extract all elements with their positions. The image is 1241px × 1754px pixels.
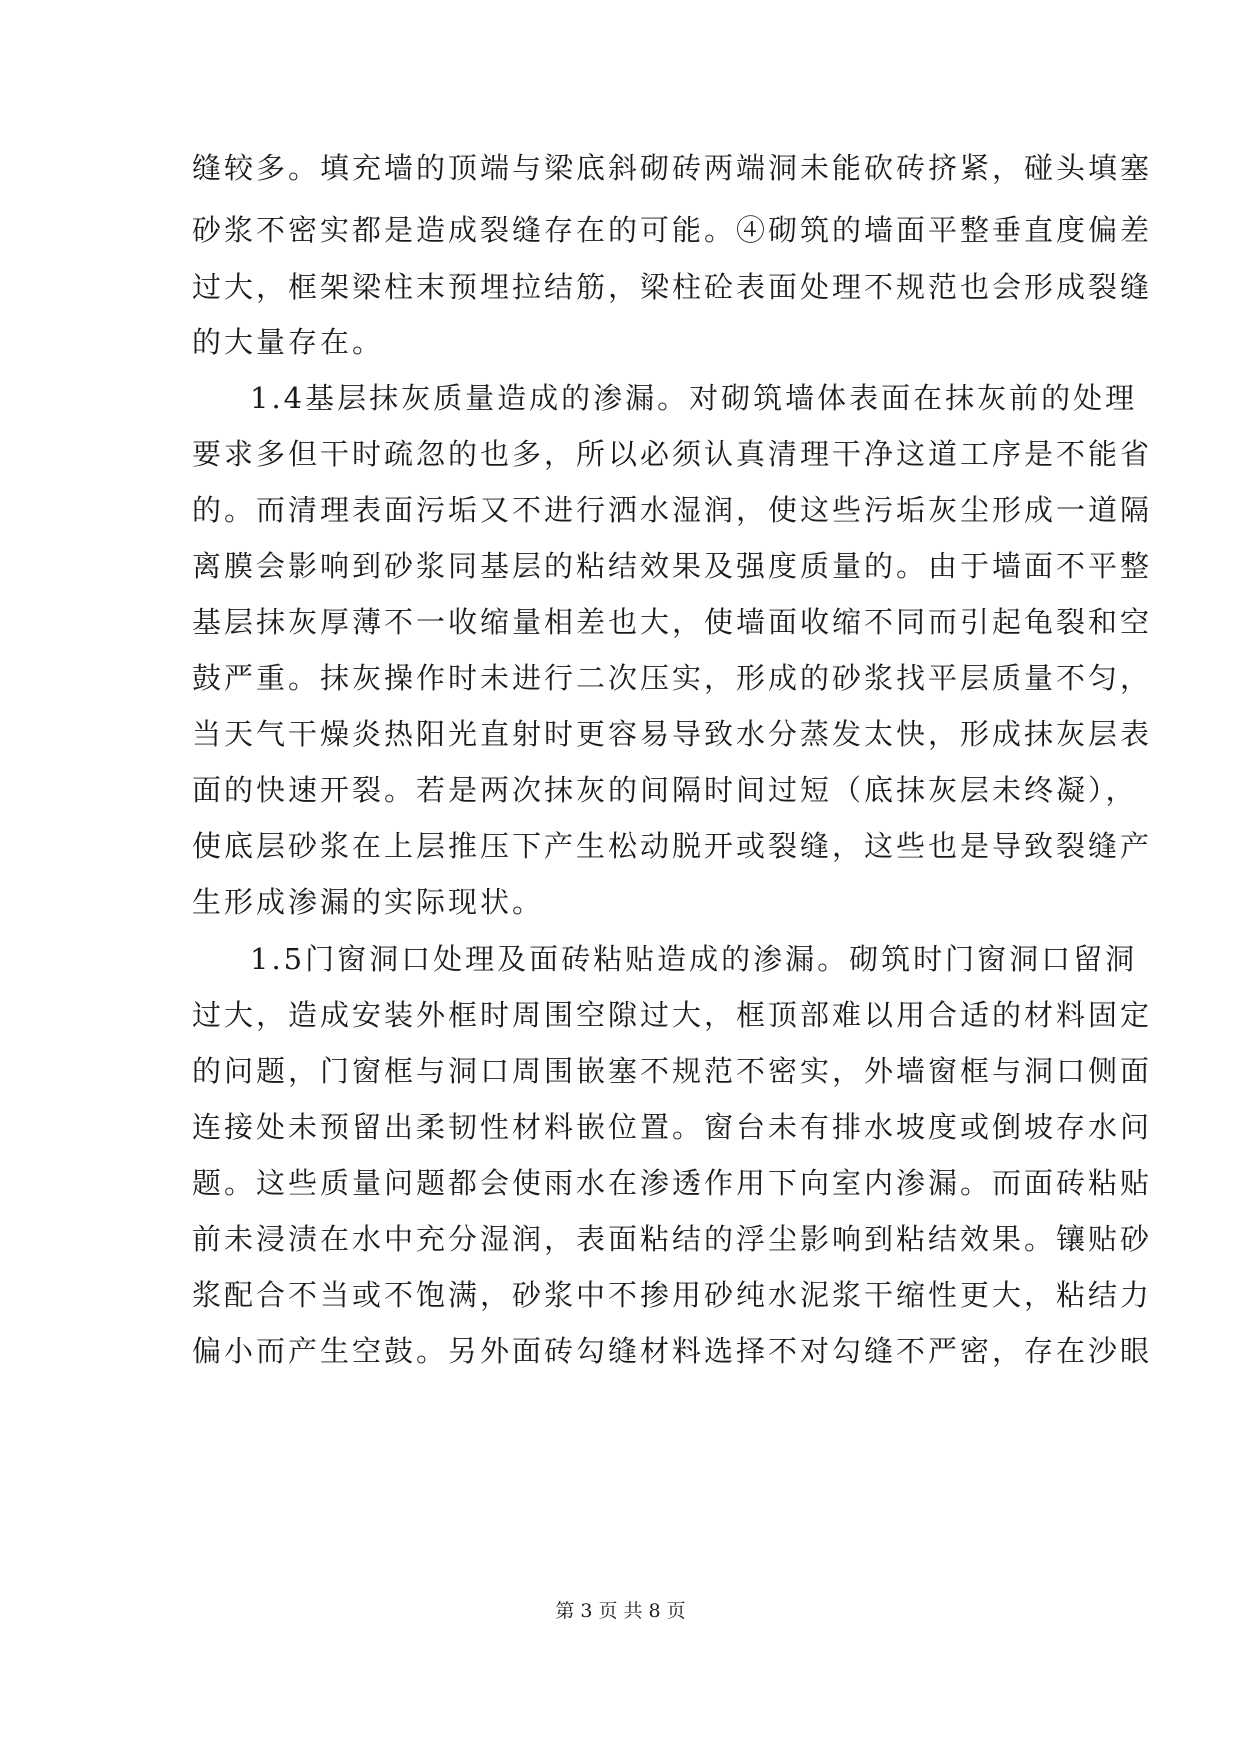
footer-prefix: 第 — [555, 1600, 575, 1622]
text-line: 1.5门窗洞口处理及面砖粘贴造成的渗漏。砌筑时门窗洞口留洞 — [250, 942, 1138, 976]
current-page-number: 3 — [580, 1600, 593, 1622]
text-line: 连接处未预留出柔韧性材料嵌位置。窗台未有排水坡度或倒坡存水问 — [192, 1110, 1153, 1144]
text-line: 面的快速开裂。若是两次抹灰的间隔时间过短（底抹灰层未终凝）， — [192, 773, 1138, 807]
text-line: 的。而清理表面污垢又不进行洒水湿润，使这些污垢灰尘形成一道隔 — [192, 493, 1153, 527]
text-line: 鼓严重。抹灰操作时未进行二次压实，形成的砂浆找平层质量不匀， — [192, 661, 1153, 695]
text-line: 生形成渗漏的实际现状。 — [192, 885, 545, 919]
footer-mid: 页 共 — [598, 1600, 643, 1622]
text-line: 前未浸渍在水中充分湿润，表面粘结的浮尘影响到粘结效果。镶贴砂 — [192, 1222, 1153, 1256]
page-footer — [0, 1598, 1241, 1624]
text-line: 1.4基层抹灰质量造成的渗漏。对砌筑墙体表面在抹灰前的处理 — [250, 381, 1138, 415]
text-line: 砂浆不密实都是造成裂缝存在的可能。④砌筑的墙面平整垂直度偏差 — [192, 213, 1153, 247]
text-line: 题。这些质量问题都会使雨水在渗透作用下向室内渗漏。而面砖粘贴 — [192, 1166, 1153, 1200]
total-page-number: 8 — [648, 1600, 661, 1622]
text-line: 当天气干燥炎热阳光直射时更容易导致水分蒸发太快，形成抹灰层表 — [192, 717, 1153, 751]
text-line: 基层抹灰厚薄不一收缩量相差也大，使墙面收缩不同而引起龟裂和空 — [192, 605, 1153, 639]
text-line: 的大量存在。 — [192, 325, 385, 359]
text-line: 过大，框架梁柱末预埋拉结筋，梁柱砼表面处理不规范也会形成裂缝 — [192, 270, 1153, 304]
text-line: 的问题，门窗框与洞口周围嵌塞不规范不密实，外墙窗框与洞口侧面 — [192, 1054, 1153, 1088]
text-line: 偏小而产生空鼓。另外面砖勾缝材料选择不对勾缝不严密，存在沙眼 — [192, 1334, 1153, 1368]
text-line: 缝较多。填充墙的顶端与梁底斜砌砖两端洞未能砍砖挤紧，碰头填塞 — [192, 151, 1153, 185]
text-line: 使底层砂浆在上层推压下产生松动脱开或裂缝，这些也是导致裂缝产 — [192, 829, 1153, 863]
text-line: 浆配合不当或不饱满，砂浆中不掺用砂纯水泥浆干缩性更大，粘结力 — [192, 1278, 1153, 1312]
text-line: 要求多但干时疏忽的也多，所以必须认真清理干净这道工序是不能省 — [192, 437, 1153, 471]
text-line: 离膜会影响到砂浆同基层的粘结效果及强度质量的。由于墙面不平整 — [192, 549, 1153, 583]
footer-suffix: 页 — [666, 1600, 686, 1622]
text-line: 过大，造成安装外框时周围空隙过大，框顶部难以用合适的材料固定 — [192, 998, 1153, 1032]
